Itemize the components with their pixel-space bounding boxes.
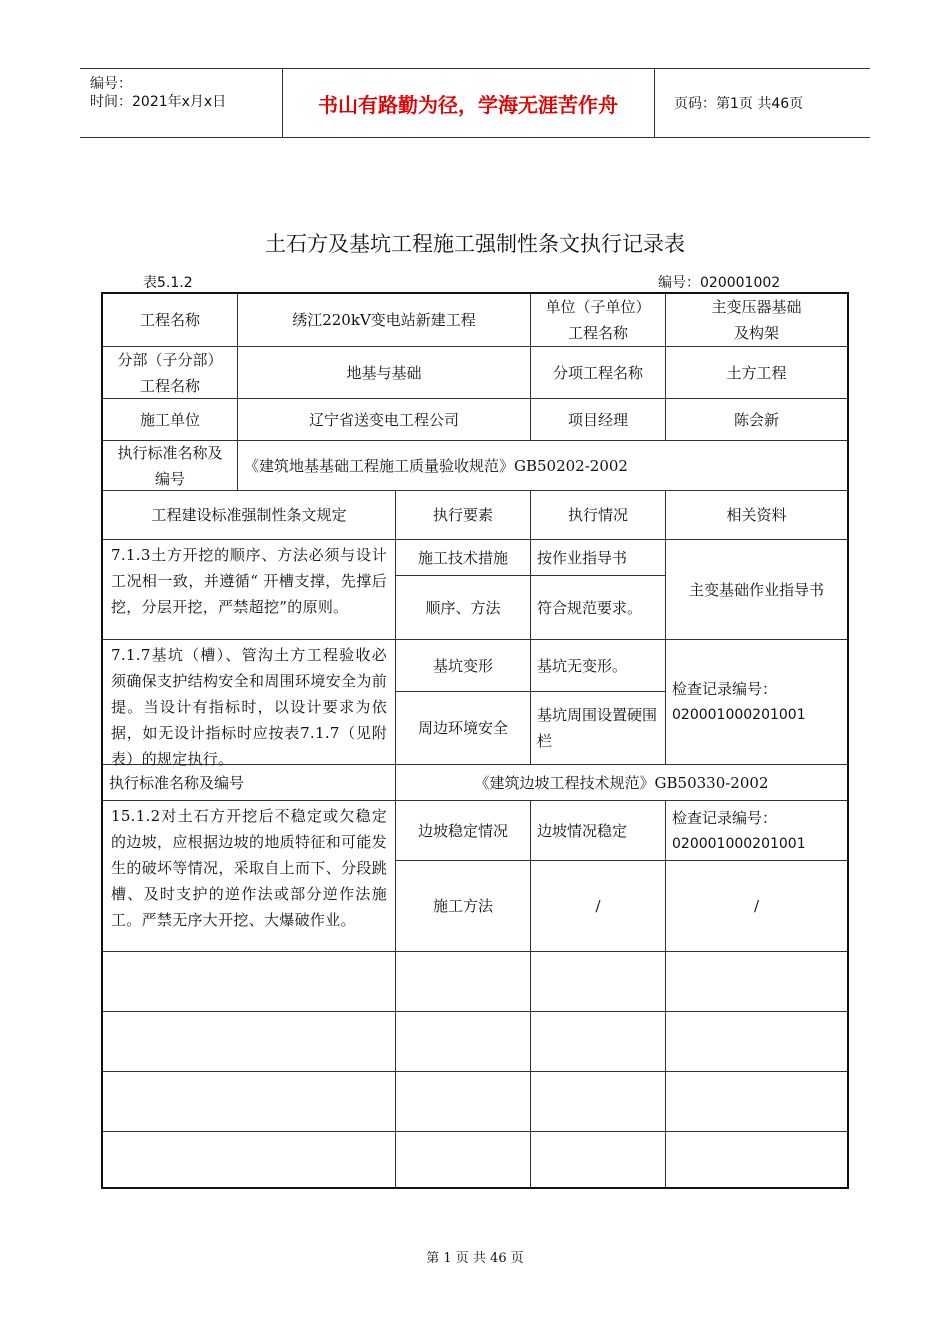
header-motto: 书山有路勤为径，学海无涯苦作舟: [282, 69, 655, 137]
header-page-info: [664, 69, 870, 137]
builder-value: 辽宁省送变电工程公司: [238, 399, 531, 441]
r3a-reference-number: 020001000201001: [672, 835, 806, 852]
col-header-provision: 工程建设标准强制性条文规定: [103, 491, 396, 540]
empty-cell: [531, 1072, 666, 1132]
r3b-reference: /: [666, 861, 847, 952]
r2a-status: 基坑无变形。: [531, 640, 666, 692]
page-footer: 第 1 页 共 46 页: [426, 1251, 524, 1266]
r3a-reference: [666, 801, 847, 861]
table-number: 表5.1.2: [143, 275, 193, 291]
header-number-label: 编号：: [90, 76, 132, 92]
project-manager-label: 项目经理: [531, 399, 666, 441]
r2b-status: 基坑周围设置硬围栏: [531, 692, 666, 765]
empty-cell: [396, 1012, 531, 1072]
provision-7-1-7: 7.1.7基坑（槽）、管沟土方工程验收必须确保支护结构安全和周围环境安全为前提。当设计有指标时，以设计要求为依据，如无设计指标时应按表7.1.7（见附表）的规定执行。: [103, 640, 396, 765]
col-header-element: 执行要素: [396, 491, 531, 540]
unit-name-label: 单位（子单位） 工程名称: [531, 294, 666, 347]
r2-reference: [666, 640, 847, 765]
item-name-value: 土方工程: [666, 347, 847, 399]
empty-cell: [666, 1072, 847, 1132]
empty-cell: [531, 1132, 666, 1187]
r1a-element: 施工技术措施: [396, 540, 531, 576]
r1b-status: 符合规范要求。: [531, 576, 666, 640]
header-page-info-text: 页码：第1页 共46页: [674, 96, 804, 112]
empty-cell: [103, 952, 396, 1012]
r2b-element: 周边环境安全: [396, 692, 531, 765]
sub-project-label: 分部（子分部） 工程名称: [103, 347, 238, 399]
header-time: 时间：2021年x月x日: [90, 94, 227, 110]
item-name-label: 分项工程名称: [531, 347, 666, 399]
standard-label: 执行标准名称及 编号: [103, 441, 238, 491]
empty-cell: [396, 952, 531, 1012]
r3a-status: 边坡情况稳定: [531, 801, 666, 861]
unit-name-value: 主变压器基础 及构架: [666, 294, 847, 347]
project-name-value: 绣江220kV变电站新建工程: [238, 294, 531, 347]
r3a-element: 边坡稳定情况: [396, 801, 531, 861]
r2-reference-label: 检查记录编号：: [672, 680, 778, 698]
r2-reference-number: 020001000201001: [672, 707, 806, 723]
col-header-status: 执行情况: [531, 491, 666, 540]
standard2-label: 执行标准名称及编号: [103, 765, 396, 801]
project-manager-value: 陈会新: [666, 399, 847, 441]
standard-value: 《建筑地基基础工程施工质量验收规范》GB50202-2002: [238, 441, 847, 491]
empty-cell: [666, 952, 847, 1012]
empty-cell: [531, 1012, 666, 1072]
empty-cell: [531, 952, 666, 1012]
r3b-status: /: [531, 861, 666, 952]
provision-7-1-3: 7.1.3土方开挖的顺序、方法必须与设计工况相一致，并遵循“ 开槽支撑，先撑后挖，分层开挖，严禁超挖”的原则。: [103, 540, 396, 640]
r3a-reference-label: 检查记录编号：: [672, 808, 778, 827]
sub-project-value: 地基与基础: [238, 347, 531, 399]
serial-number: 编号：020001002: [658, 275, 781, 291]
page-header: [80, 68, 870, 138]
header-meta: [80, 69, 283, 137]
document-title: 土石方及基坑工程施工强制性条文执行记录表: [265, 232, 685, 256]
empty-cell: [103, 1072, 396, 1132]
r1-reference: 主变基础作业指导书: [666, 540, 847, 640]
empty-cell: [396, 1132, 531, 1187]
record-table: [101, 292, 849, 1189]
builder-label: 施工单位: [103, 399, 238, 441]
r3b-element: 施工方法: [396, 861, 531, 952]
empty-cell: [396, 1072, 531, 1132]
col-header-reference: 相关资料: [666, 491, 847, 540]
empty-cell: [666, 1132, 847, 1187]
r2a-element: 基坑变形: [396, 640, 531, 692]
empty-cell: [103, 1132, 396, 1187]
standard2-value: 《建筑边坡工程技术规范》GB50330-2002: [396, 765, 847, 801]
empty-cell: [103, 1012, 396, 1072]
project-name-label: 工程名称: [103, 294, 238, 347]
empty-cell: [666, 1012, 847, 1072]
provision-15-1-2: 15.1.2对土石方开挖后不稳定或欠稳定的边坡，应根据边坡的地质特征和可能发生的破坏等情况，采取自上而下、分段跳槽、及时支护的逆作法或部分逆作法施工。严禁无序大开挖、大爆破作业。: [103, 801, 396, 952]
r1a-status: 按作业指导书: [531, 540, 666, 576]
r1b-element: 顺序、方法: [396, 576, 531, 640]
